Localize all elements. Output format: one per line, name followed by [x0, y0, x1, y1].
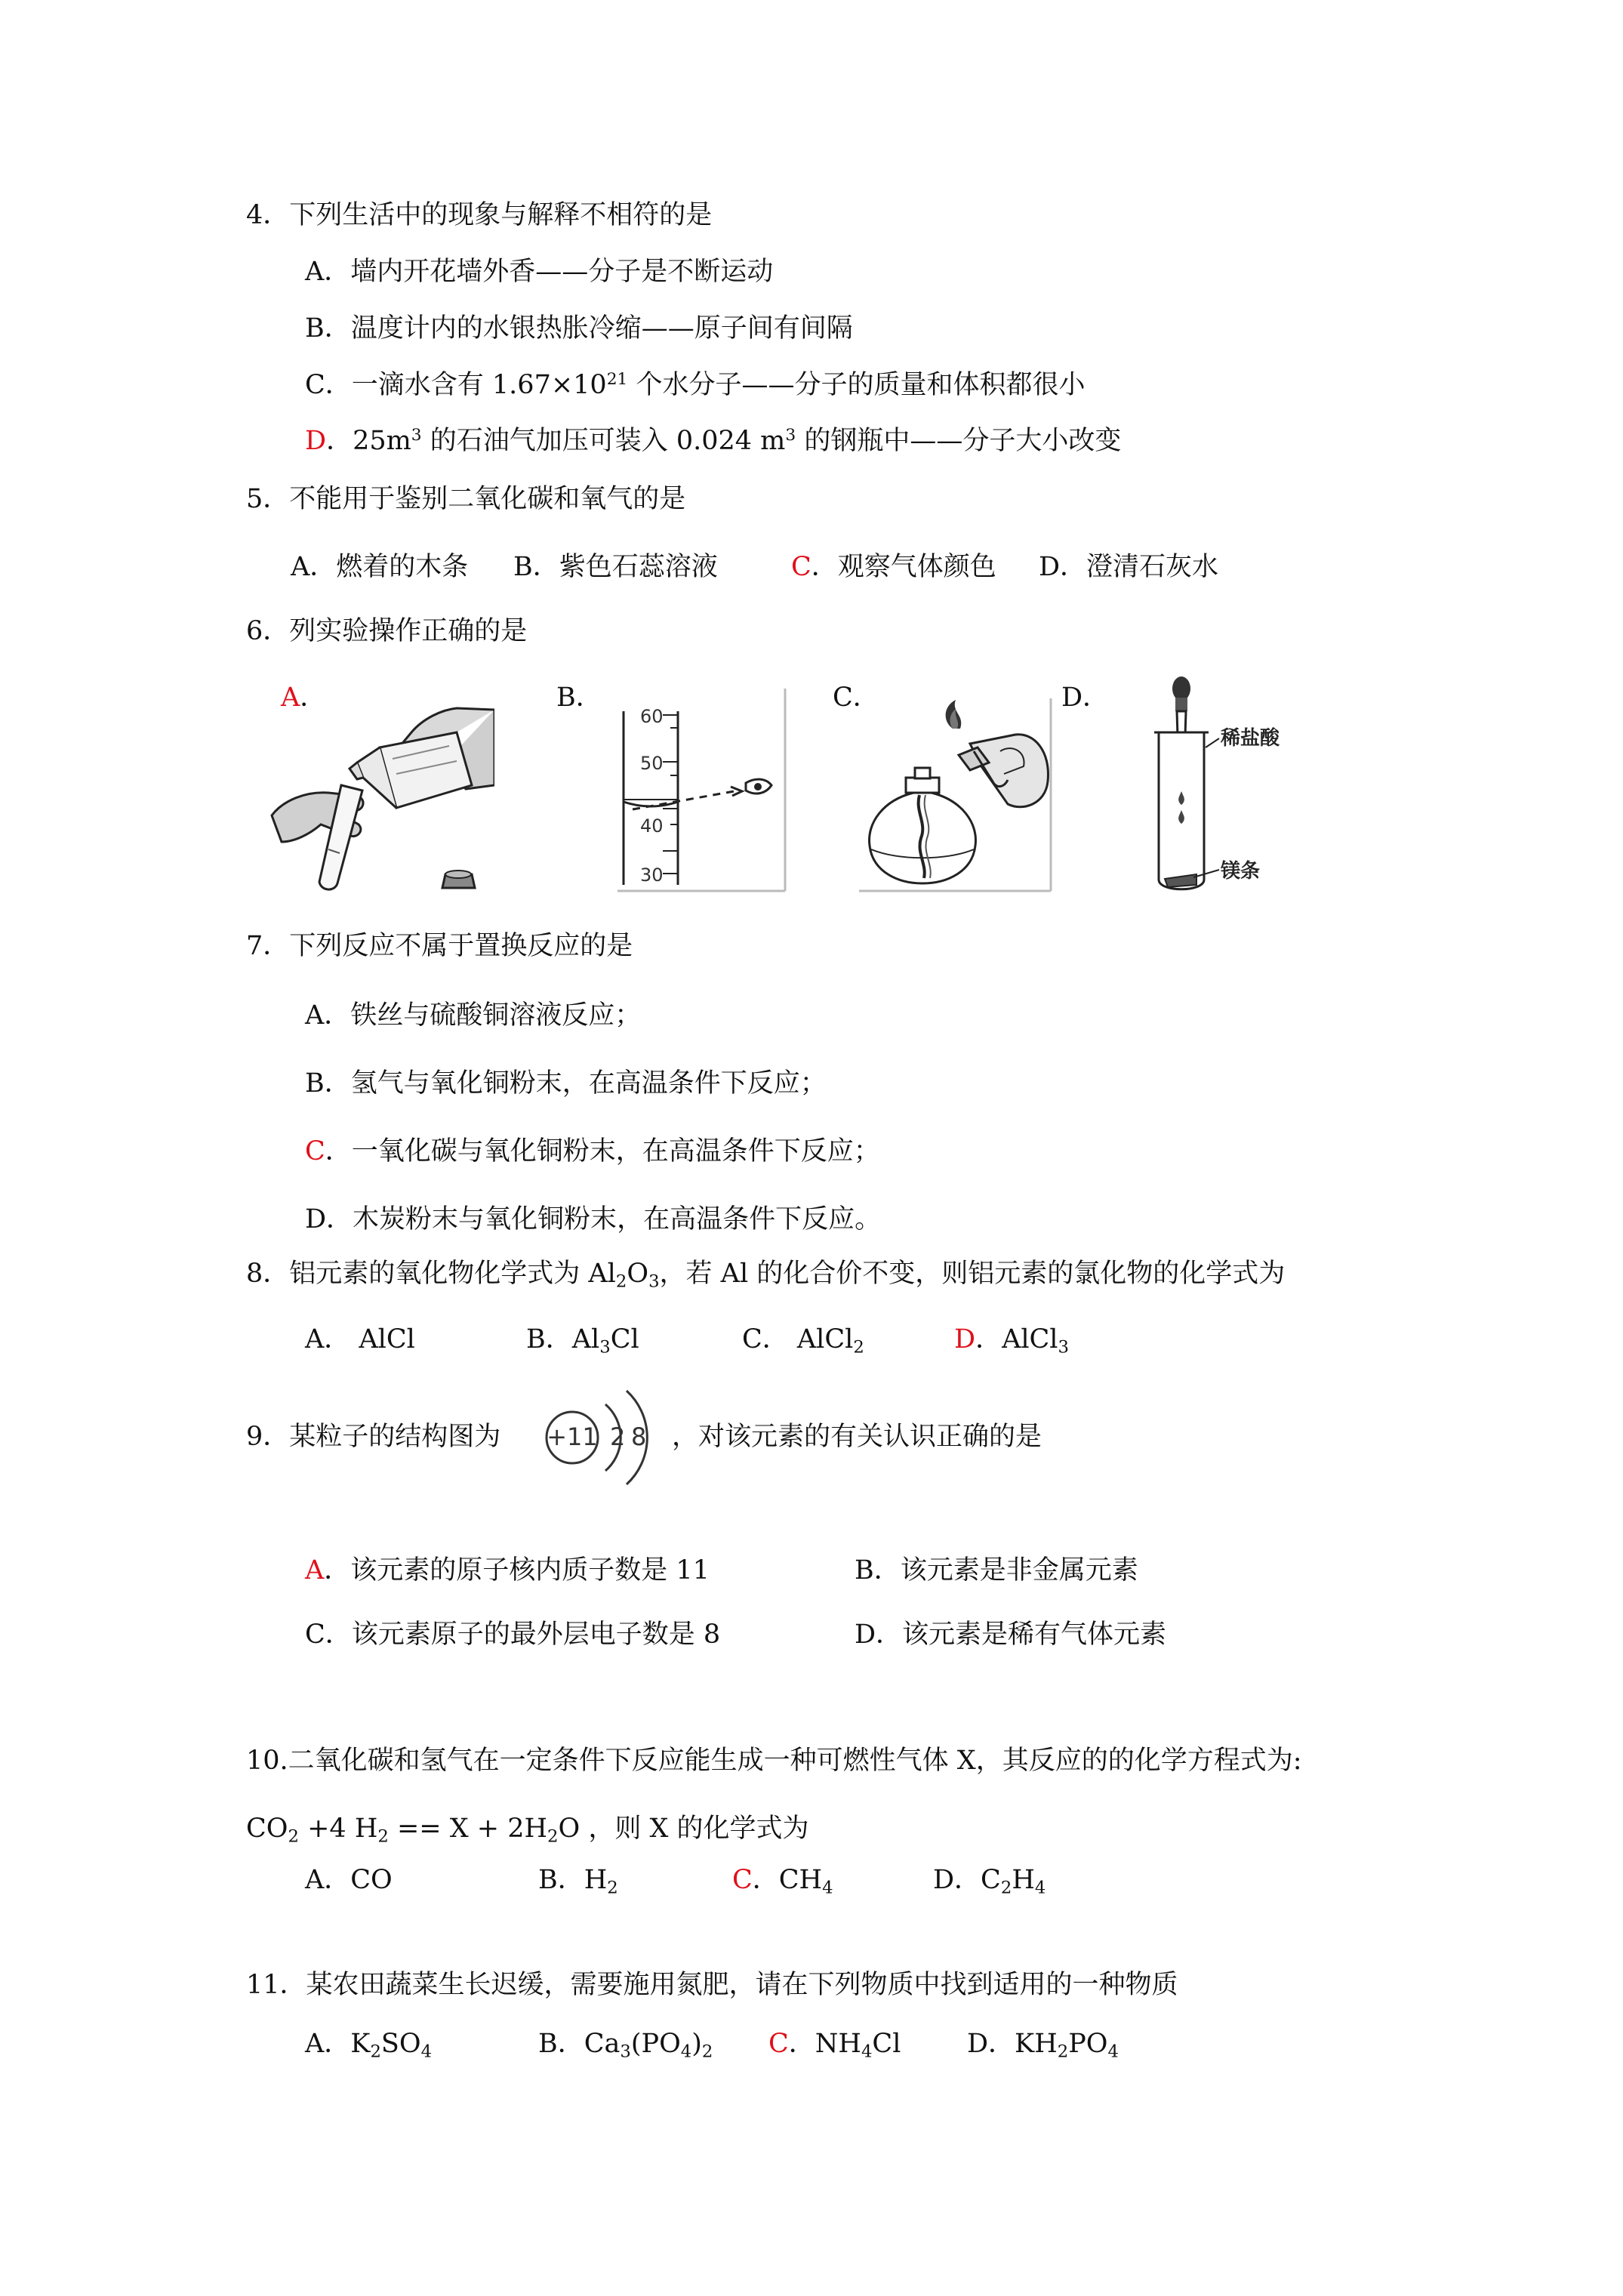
- q6-figure-b-cylinder: [617, 689, 791, 896]
- q8-answer-letter: D: [954, 1324, 976, 1354]
- q4-option-d: D．$25m^3$ 的石油气加压可装入 0.024 $m^3$ 的钢瓶中——分子大小改变: [305, 426, 1122, 456]
- label-magnesium-ribbon: 镁条: [1221, 860, 1261, 883]
- nucleus-charge: +11: [547, 1422, 598, 1451]
- q10-option-a: A．CO: [305, 1865, 393, 1895]
- q7-option-b: B．氢气与氧化铜粉末，在高温条件下反应；: [305, 1068, 827, 1099]
- q5-option-d: D．澄清石灰水: [1039, 552, 1219, 582]
- q6-figure-c-alcohol-lamp: [853, 698, 1057, 895]
- q6-option-b-label: B．: [556, 683, 602, 713]
- q8-option-c: C． AlCl$_2$: [742, 1324, 864, 1358]
- q5-option-b: B．紫色石蕊溶液: [513, 552, 718, 582]
- shell-1-electrons: 2: [610, 1422, 626, 1451]
- shell-2-electrons: 8: [631, 1422, 647, 1451]
- q4-option-b: B．温度计内的水银热胀冷缩——原子间有间隔: [305, 313, 853, 344]
- q10-option-c: C．$CH_4$: [732, 1865, 833, 1898]
- q9-answer-letter: A: [305, 1555, 325, 1586]
- q11-answer-letter: C: [768, 2029, 789, 2059]
- q11-option-a: A．$K_2SO_4$: [305, 2029, 433, 2062]
- q6-answer-letter: A: [281, 683, 300, 713]
- q8-option-a: A． AlCl: [305, 1324, 415, 1354]
- q9-option-b: B．该元素是非金属元素: [855, 1555, 1138, 1586]
- q10-option-b: B．$H_2$: [538, 1865, 618, 1898]
- q7-stem: 7．下列反应不属于置换反应的是: [246, 931, 633, 961]
- cylinder-tick-30: 30: [640, 864, 664, 886]
- q8-option-b: B．$Al_3Cl$: [526, 1324, 639, 1358]
- q10-equation: $CO_2 +4$ $H_2 == X + 2H_2O$ ，则 X 的化学式为: [246, 1814, 809, 1847]
- q5-answer-letter: C: [791, 552, 812, 582]
- label-dilute-hcl: 稀盐酸: [1221, 727, 1280, 750]
- q5-option-c: C．观察气体颜色: [791, 552, 996, 582]
- q4-option-a: A．墙内开花墙外香——分子是不断运动: [305, 257, 774, 287]
- q9-stem-start: 9．某粒子的结构图为: [246, 1422, 501, 1452]
- q6-figure-d-test-tube: [1136, 672, 1287, 898]
- q11-option-d: D．$KH_2PO_4$: [967, 2029, 1119, 2062]
- cylinder-tick-50: 50: [640, 753, 664, 774]
- q9-atomic-structure-diagram: [536, 1380, 672, 1501]
- q5-stem: 5．不能用于鉴别二氧化碳和氧气的是: [246, 484, 686, 514]
- q9-option-a: A．该元素的原子核内质子数是 11: [305, 1555, 710, 1586]
- q7-option-d: D．木炭粉末与氧化铜粉末，在高温条件下反应。: [305, 1204, 882, 1234]
- q10-stem: 10.二氧化碳和氢气在一定条件下反应能生成一种可燃性气体 X，其反应的的化学方程式为:: [246, 1746, 1302, 1776]
- q11-option-c: C．$NH_4Cl$: [768, 2029, 901, 2062]
- cylinder-tick-40: 40: [640, 815, 664, 837]
- q6-option-d-label: D．: [1061, 683, 1110, 713]
- q9-stem-end: ，对该元素的有关认识正确的是: [672, 1422, 1042, 1452]
- q6-figure-a-pouring: [268, 702, 494, 895]
- q7-option-a: A．铁丝与硫酸铜溶液反应；: [305, 1000, 642, 1031]
- q11-option-b: B．$Ca_3(PO_4)_2$: [538, 2029, 713, 2062]
- q11-stem: 11．某农田蔬菜生长迟缓，需要施用氮肥，请在下列物质中找到适用的一种物质: [246, 1970, 1178, 2000]
- q4-answer-letter: D: [305, 426, 327, 456]
- cylinder-tick-60: 60: [640, 706, 664, 727]
- q6-option-c-label: C．: [833, 683, 879, 713]
- q10-option-d: D．$C_2H_4$: [933, 1865, 1046, 1898]
- q8-option-d: D．AlCl$_3$: [954, 1324, 1069, 1358]
- q4-stem: 4．下列生活中的现象与解释不相符的是: [246, 200, 713, 230]
- q9-option-d: D．该元素是稀有气体元素: [855, 1620, 1167, 1650]
- q7-answer-letter: C: [305, 1136, 325, 1166]
- q8-stem: 8．铝元素的氧化物化学式为 $Al_2O_3$，若 Al 的化合价不变，则铝元素的氯化物的化学式为: [246, 1259, 1286, 1292]
- q4-option-c: C．一滴水含有 $1.67\times 10^{21}$ 个水分子——分子的质量和体积都很小: [305, 370, 1086, 400]
- q6-stem: 6．列实验操作正确的是: [246, 616, 528, 646]
- q7-option-c: C．一氧化碳与氧化铜粉末，在高温条件下反应；: [305, 1136, 880, 1166]
- q5-option-a: A．燃着的木条: [291, 552, 469, 582]
- q10-answer-letter: C: [732, 1865, 753, 1895]
- q6-option-a-label: A．: [281, 683, 327, 713]
- q9-option-c: C．该元素原子的最外层电子数是 8: [305, 1620, 721, 1650]
